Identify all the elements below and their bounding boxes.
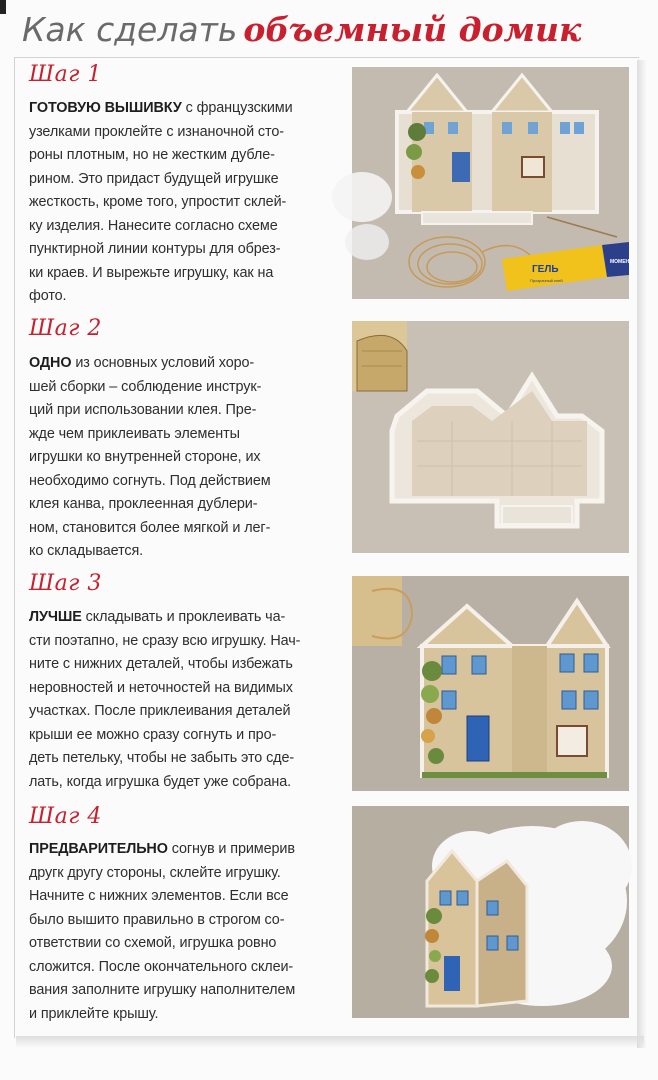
step-1-line: ки краев. И вырежьте игрушку, как на bbox=[29, 264, 274, 281]
step-1-line: ГОТОВУЮ ВЫШИВКУ с французскими bbox=[29, 100, 293, 116]
step-4-photo bbox=[352, 806, 629, 1018]
step-3-line: участках. После приклеивания деталей bbox=[29, 703, 291, 719]
step-1-photo-illustration bbox=[352, 67, 633, 299]
step-1-line: узелками проклейте с изнаночной сто- bbox=[29, 123, 284, 140]
step-2-line: ций при использовании клея. Пре- bbox=[29, 402, 257, 418]
step-4-line: было вышито правильно в строгом со- bbox=[29, 911, 285, 928]
step-4-line: Начните с нижних элементов. Если все bbox=[29, 888, 289, 904]
step-1-line: роны плотным, но не жестким дубле- bbox=[29, 147, 275, 163]
step-4-lead: ПРЕДВАРИТЕЛЬНО bbox=[29, 841, 168, 857]
step-3-line: лать, когда игрушка будет уже собрана. bbox=[29, 773, 292, 790]
step-1-line: ку изделия. Нанесите согласно схеме bbox=[29, 217, 278, 234]
step-3-text bbox=[29, 606, 347, 794]
step-2-title: Шаг 2 bbox=[29, 316, 102, 341]
step-3-lead: ЛУЧШЕ bbox=[29, 609, 82, 625]
step-1-line: жесткость, кроме того, упростит склей- bbox=[29, 194, 287, 210]
step-1-text bbox=[29, 97, 347, 309]
step-3-line: сти поэтапно, не сразу всю игрушку. Нач- bbox=[29, 632, 301, 649]
step-2-photo-illustration bbox=[352, 321, 629, 553]
step-4-line: и приклейте крышу. bbox=[29, 1005, 159, 1022]
step-4-line: ПРЕДВАРИТЕЛЬНО согнув и примерив bbox=[29, 841, 295, 857]
step-2-line: игрушки ко внутренней стороне, их bbox=[29, 449, 261, 465]
step-3-photo bbox=[352, 576, 629, 791]
step-2-line: клея канва, проклеенная дублери- bbox=[29, 496, 258, 512]
step-1-photo bbox=[352, 67, 633, 299]
step-3-line: ните с нижних деталей, чтобы избежать bbox=[29, 656, 293, 672]
step-1-title: Шаг 1 bbox=[29, 62, 102, 87]
page-title-accent: объемный домик bbox=[243, 10, 582, 49]
page-title bbox=[22, 8, 652, 52]
step-4-line: ответствии со схемой, игрушка ровно bbox=[29, 935, 277, 951]
step-2-line: шей сборки – соблюдение инструк- bbox=[29, 378, 262, 395]
step-2-text bbox=[29, 352, 347, 564]
step-4-line: другк другу стороны, склейте игрушку. bbox=[29, 864, 281, 881]
step-2-photo bbox=[352, 321, 629, 553]
step-4-line: сложится. После окончательного склеи- bbox=[29, 958, 294, 975]
step-4-line: вания заполните игрушку наполнителем bbox=[29, 982, 296, 998]
step-3-title: Шаг 3 bbox=[29, 571, 102, 596]
step-2-line: необходимо согнуть. Под действием bbox=[29, 472, 271, 489]
glue-sublabel: Прозрачный клей bbox=[530, 278, 563, 283]
step-4-photo-illustration bbox=[352, 806, 629, 1018]
step-1-line: рином. Это придаст будущей игрушке bbox=[29, 170, 279, 187]
step-2-line: ко складывается. bbox=[29, 543, 144, 559]
step-4-title: Шаг 4 bbox=[29, 804, 102, 829]
step-4-text bbox=[29, 838, 347, 1026]
step-3-line: деть петельку, чтобы не забыть это сде- bbox=[29, 750, 295, 766]
step-3-line: ЛУЧШЕ складывать и проклеивать ча- bbox=[29, 609, 286, 625]
step-2-line: ном, становится более мягкой и лег- bbox=[29, 519, 271, 536]
step-3-line: крыши ее можно сразу согнуть и про- bbox=[29, 726, 277, 743]
frame-shadow-right bbox=[637, 60, 647, 1048]
frame-shadow-bottom bbox=[16, 1036, 644, 1048]
step-1-line: фото. bbox=[29, 288, 67, 304]
step-2-line: ОДНО из основных условий хоро- bbox=[29, 355, 255, 371]
corner-mark bbox=[0, 0, 6, 14]
roof-piece bbox=[352, 321, 407, 391]
step-3-line: неровностей и неточностей на видимых bbox=[29, 679, 293, 696]
glue-brand: МОМЕНТ bbox=[610, 259, 633, 265]
page-title-plain: Как сделать bbox=[22, 10, 238, 49]
step-3-photo-illustration bbox=[352, 576, 629, 791]
glue-label: ГЕЛЬ bbox=[532, 264, 559, 275]
step-1-lead: ГОТОВУЮ ВЫШИВКУ bbox=[29, 100, 182, 116]
step-2-lead: ОДНО bbox=[29, 355, 72, 371]
step-1-line: пунктирной линии контуры для обрез- bbox=[29, 241, 281, 257]
step-2-line: жде чем приклеивать элементы bbox=[29, 425, 240, 442]
